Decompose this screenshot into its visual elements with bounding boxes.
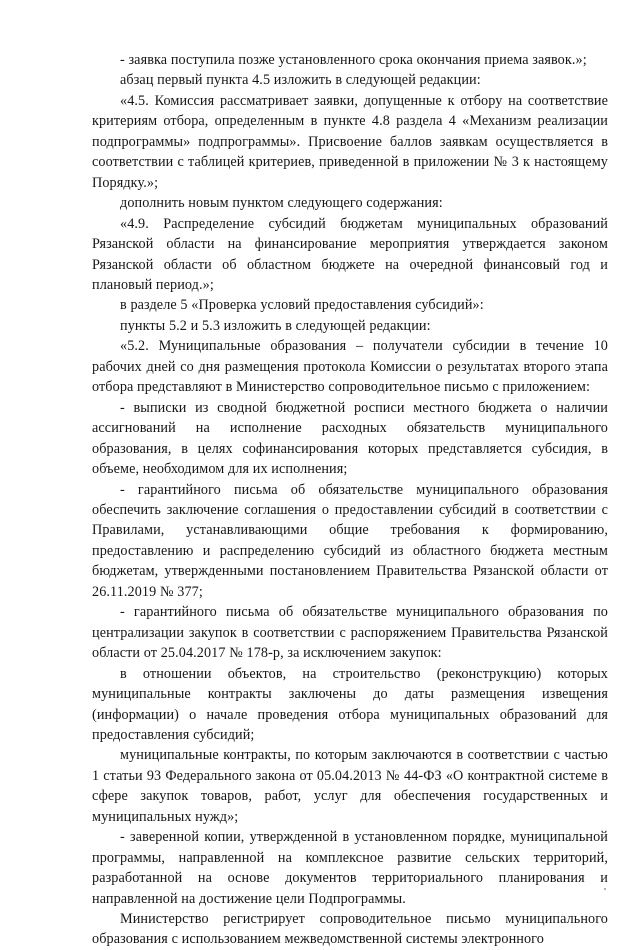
- paragraph: абзац первый пункта 4.5 изложить в следующей редакции:: [120, 72, 481, 89]
- document-page: [92, 50, 608, 950]
- paragraph: «4.9. Распределение субсидий бюджетам муниципальных образований Рязанской области на финансирование мероприятия утверждается законом Рязанской области об областном бюджете на очередной финансовый год и плановый период.»;: [92, 215, 608, 293]
- paragraph: - заявка поступила позже установленного срока окончания приема заявок.»;: [120, 52, 587, 68]
- paragraph: в разделе 5 «Проверка условий предоставления субсидий»:: [120, 297, 484, 314]
- paragraph: - заверенной копии, утвержденной в установленном порядке, муниципальной программы, направленной на комплексное развитие сельских территорий, разработанной на основе документов территориального планирования и направленной на достижение цели Подпрограммы.: [92, 829, 608, 907]
- paragraph: в отношении объектов, на строительство (реконструкцию) которых муниципальные контракты заключены до даты размещения извещения (информации) о начале проведения отбора муниципальных образований для предоставления субсидий;: [92, 665, 608, 743]
- paragraph: Министерство регистрирует сопроводительное письмо муниципального образования с использованием межведомственной системы электронного: [92, 911, 608, 948]
- paragraph: - гарантийного письма об обязательстве муниципального образования по централизации закупок в соответствии с распоряжением Правительства Рязанской области от 25.04.2017 № 178-р, за исключением закупок:: [92, 604, 608, 662]
- paragraph: «5.2. Муниципальные образования – получатели субсидии в течение 10 рабочих дней со дня размещения протокола Комиссии о результатах второго этапа отбора представляют в Министерство сопроводительное письмо с приложением:: [92, 338, 608, 396]
- paragraph: «4.5. Комиссия рассматривает заявки, допущенные к отбору на соответствие критериям отбора, определенным в пункте 4.8 раздела 4 «Механизм реализации подпрограммы» подпрограммы». Присвоение баллов заявкам осуществляется в соответствии с таблицей критериев, приведенной в приложении № 3 к настоящему Порядку.»;: [92, 92, 608, 191]
- paragraph: пункты 5.2 и 5.3 изложить в следующей редакции:: [120, 317, 431, 334]
- paragraph: - выписки из сводной бюджетной росписи местного бюджета о наличии ассигнований на исполнение расходных обязательств муниципального образования, в целях софинансирования которых представляется субсидия, в объеме, необходимом для их исполнения;: [92, 399, 608, 478]
- paragraph: - гарантийного письма об обязательстве муниципального образования обеспечить заключение соглашения о предоставлении субсидий в соответствии с Правилами, устанавливающими общие требования к формированию, предоставлению и распределению субсидий из областного бюджета местным бюджетам, утвержденными постановлением Правительства Рязанской области от 26.11.2019 № 377;: [92, 481, 608, 600]
- paragraph: дополнить новым пунктом следующего содержания:: [120, 195, 443, 212]
- scan-dot: [604, 888, 606, 890]
- paragraph: муниципальные контракты, по которым заключаются в соответствии с частью 1 статьи 93 Федерального закона от 05.04.2013 № 44-ФЗ «О контрактной системе в сфере закупок товаров, работ, услуг для обеспечения государственных и муниципальных нужд»;: [92, 747, 608, 825]
